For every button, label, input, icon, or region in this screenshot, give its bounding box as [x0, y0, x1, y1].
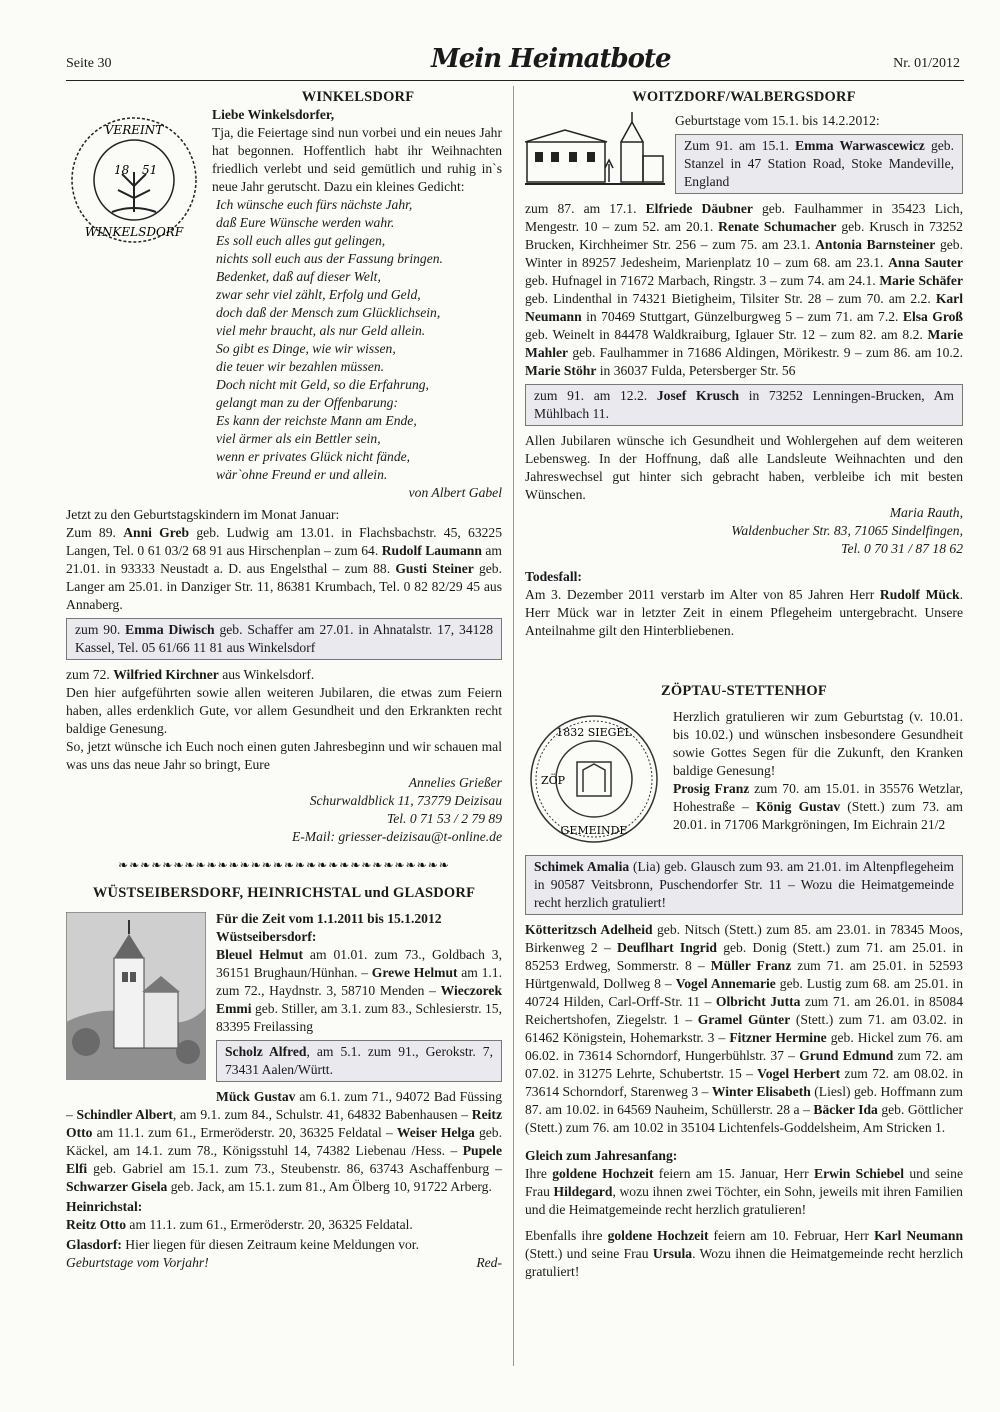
column-divider — [513, 86, 514, 1366]
highlight-box-diwisch: zum 90. Emma Diwisch geb. Schaffer am 27.01. in Ahnatalstr. 17, 34128 Kassel, Tel. 05 61/66 11 81 aus Winkelsdorf — [66, 618, 502, 660]
signature-name: Annelies Grießer — [408, 775, 502, 790]
sub-heading-wuestseibersdorf: Wüstseibersdorf: — [216, 929, 317, 944]
sub-heading-heinrichstal: Heinrichstal: — [66, 1199, 143, 1214]
winkelsdorf-closing: Den hier aufgeführten sowie allen weiteren Jubilaren, die etwas zum Feiern haben, alles erdenklich Gute, vor allem Gesundheit und den Erkrankten recht baldige Genesung. — [66, 685, 502, 736]
highlight-box-krusch: zum 91. am 12.2. Josef Krusch in 73252 Lenningen-Brucken, Am Mühlbach 11. — [525, 384, 963, 426]
section-heading-zoeptau: ZÖPTAU-STETTENHOF — [661, 683, 827, 699]
poem-line: wenn er privates Glück nicht fände, — [216, 449, 411, 464]
period-heading: Für die Zeit vom 1.1.2011 bis 15.1.2012 — [216, 911, 442, 926]
signature-email: E-Mail: griesser-deizisau@t-online.de — [291, 829, 502, 844]
signature-phone: Tel. 0 70 31 / 87 18 62 — [841, 541, 963, 556]
village-drawing-icon — [525, 112, 665, 188]
signature-phone: Tel. 0 71 53 / 2 79 89 — [386, 811, 502, 826]
zoeptau-sub-heading: Gleich zum Jahresanfang: — [525, 1148, 678, 1163]
masthead-logo: Mein Heimatbote — [431, 44, 671, 74]
poem-line: viel ärmer als ein Bettler sein, — [216, 431, 381, 446]
signature-block — [66, 774, 502, 846]
svg-text:VEREINT: VEREINT — [104, 123, 164, 137]
glasdorf-note: Glasdorf: Hier liegen für diesen Zeitraum keine Meldungen vor. — [66, 1237, 419, 1252]
svg-text:51: 51 — [142, 163, 158, 177]
winkelsdorf-greeting: Liebe Winkelsdorfer, — [212, 107, 335, 122]
death-notice: Am 3. Dezember 2011 verstarb im Alter von 85 Jahren Herr Rudolf Mück. Herr Mück war in letzter Zeit in einem Pflegeheim untergebracht. Unsere Anteilnahme gilt den Hinterbliebenen. — [525, 587, 963, 638]
zoeptau-intro: Herzlich gratulieren wir zum Geburtstag (v. 10.01. bis 10.02.) und wünschen insbesondere Gesundheit sowie Gottes Segen für die Zukunft, den Kranken baldige Genesung! — [673, 709, 963, 778]
birthday-list-wuest-2: Mück Gustav am 6.1. zum 71., 94072 Bad Füssing – Schindler Albert, am 9.1. zum 84., Schulstr. 41, 64832 Babenhausen – Reitz Otto am 11.1. zum 61., Ermeröderstr. 20, 36325 Feldatal – Weiser Helga geb. Käckel, am 14.1. zum 78., Königsstuhl 14, 74382 Liebenau /Hess. – Pupele Elfi geb. Gabriel am 15.1. zum 73., Steubenstr. 86, 63743 Aschaffenburg – Schwarzer Gisela geb. Jack, am 15.1. zum 81., Am Ölberg 10, 91722 Arberg. — [66, 1089, 502, 1194]
header-rule — [66, 80, 964, 81]
poem — [216, 196, 502, 484]
poem-line: daß Eure Wünsche werden wahr. — [216, 215, 395, 230]
village-drawing — [525, 112, 665, 193]
highlight-box-schimek: Schimek Amalia (Lia) geb. Glausch zum 93. am 21.01. im Altenpflegeheim in 90587 Veitsbronn, Puschendorfer Str. 11 – Wozu die Heimatgemeinde recht herzlich gratuliert! — [525, 855, 963, 915]
church-photo-icon — [66, 912, 206, 1080]
period-woitzdorf: Geburtstage vom 15.1. bis 14.2.2012: — [675, 113, 880, 128]
signature-address: Waldenbucher Str. 83, 71065 Sindelfingen, — [731, 523, 963, 538]
poem-line: nichts soll euch aus der Fassung bringen. — [216, 251, 443, 266]
poem-line: Es kann der reichste Mann am Ende, — [216, 413, 417, 428]
poem-line: viel mehr braucht, als nur Geld allein. — [216, 323, 426, 338]
svg-text:GEMEINDE: GEMEINDE — [560, 824, 628, 837]
death-heading: Todesfall: — [525, 569, 582, 584]
svg-text:1832 SIEGEL: 1832 SIEGEL — [556, 726, 632, 739]
seal-icon — [525, 712, 663, 846]
poem-line: die teuer wir bezahlen müssen. — [216, 359, 385, 374]
section-heading-wuestseibersdorf: WÜSTSEIBERSDORF, HEINRICHSTAL und GLASDORF — [92, 885, 476, 901]
poem-line: Doch nicht mit Geld, so die Erfahrung, — [216, 377, 429, 392]
birthday-list-winkelsdorf: Zum 89. Anni Greb geb. Ludwig am 13.01. in Flachsbachstr. 45, 63225 Langen, Tel. 0 61 03/2 68 91 aus Hirschenplan – zum 64. Rudolf Laumann am 21.01. in 93333 Neustadt a. D. aus Engelsthal – zum 88. Gusti Steiner geb. Langer am 25.01. in Danziger Str. 11, 86381 Krumbach, Tel. 0 82 82/29 45 aus Annaberg. — [66, 525, 503, 612]
poem-line: wär`ohne Freund er und allein. — [216, 467, 388, 482]
poem-line: Es soll euch alles gut gelingen, — [216, 233, 386, 248]
section-heading-winkelsdorf: WINKELSDORF — [301, 89, 415, 105]
section-heading-woitzdorf: WOITZDORF/WALBERGSDORF — [632, 89, 856, 105]
zoeptau-birthdays-1: Prosig Franz zum 70. am 15.01. in 35576 Wetzlar, Hohestraße – König Gustav (Stett.) zum 73. am 20.01. in 71706 Markgröningen, Im Eichrain 21/2 — [673, 781, 963, 832]
page-header — [66, 44, 960, 80]
winkelsdorf-intro: Tja, die Feiertage sind nun vorbei und ein neues Jahr hat begonnen. Hoffentlich habt ihr Weihnachten friedlich verlebt und seid gemütlich und ruhig in`s neue Jahr gerutscht. Dazu ein kleines Gedicht: — [212, 125, 502, 194]
poem-line: So gibt es Dinge, wie wir wissen, — [216, 341, 396, 356]
birthday-list-woitzdorf: zum 87. am 17.1. Elfriede Däubner geb. Faulhammer in 35423 Lich, Mengestr. 10 – zum 52. am 20.1. Renate Schumacher geb. Krusch in 73252 Brucken, Kirchheimer Str. 256 – zum 75. am 23.1. Antonia Barnsteiner geb. Winter in 89257 Jedesheim, Marienplatz 10 – zum 68. am 23.1. Anna Sauter geb. Hufnagel in 71672 Marbach, Ringstr. 3 – zum 74. am 24.1. Marie Schäfer geb. Lindenthal in 74321 Bietigheim, Tilsiter Str. 28 – zum 70. am 2.2. Karl Neumann in 70469 Stuttgart, Günzelburgweg 5 – zum 71. am 7.2. Elsa Groß geb. Weinelt in 84478 Waldkraiburg, Iglauer Str. 12 – zum 82. am 8.2. Marie Mahler geb. Faulhammer in 71686 Aldingen, Mörikestr. 9 – zum 86. am 10.2. Marie Stöhr in 36037 Fulda, Petersberger Str. 56 — [525, 201, 963, 378]
ornament-divider: ❧❧❧❧❧❧❧❧❧❧❧❧❧❧❧❧❧❧❧❧❧❧❧❧❧❧❧❧❧❧ — [118, 858, 450, 872]
poem-author: von Albert Gabel — [408, 485, 502, 500]
winkelsdorf-closing-2: So, jetzt wünsche ich Euch noch einen guten Jahresbeginn und wir schauen mal was uns das neue Jahr so bringt, Eure — [66, 739, 502, 772]
golden-wedding-2: Ebenfalls ihre goldene Hochzeit feiern am 10. Februar, Herr Karl Neumann (Stett.) und seine Frau Ursula. Wozu ihnen die Heimatgemeinde recht herzlich gratuliert! — [525, 1228, 964, 1279]
birthday-list-wuest-1: Bleuel Helmut am 01.01. zum 73., Goldbach 3, 36151 Brughaun/Hünhan. – Grewe Helmut am 1.1. zum 72., Haydnstr. 3, 58710 Menden – Wieczorek Emmi geb. Stiller, am 3.1. zum 83., Schlesierstr. 15, 83395 Freilassing — [216, 947, 502, 1034]
svg-text:18: 18 — [114, 163, 130, 177]
left-column — [66, 88, 502, 1272]
svg-text:WINKELSDORF: WINKELSDORF — [84, 225, 184, 239]
zoeptau-seal — [525, 712, 663, 851]
birthday-kirchner: zum 72. Wilfried Kirchner aus Winkelsdorf. — [66, 667, 315, 682]
right-column — [525, 88, 963, 1281]
glasdorf-last-line: Geburtstage vom Vorjahr! Red- — [66, 1255, 502, 1270]
highlight-box-scholz: Scholz Alfred, am 5.1. zum 91., Gerokstr. 7, 73431 Aalen/Württ. — [216, 1040, 502, 1082]
woitzdorf-wishes: Allen Jubilaren wünsche ich Gesundheit und Wohlergehen auf dem weiteren Lebensweg. In der Hoffnung, daß alle Landsleute Weihnachten und den Jahreswechsel gut hinter sich gebracht haben, verbleibe ich mit besten Wünschen. — [525, 433, 963, 502]
issue-number: Nr. 01/2012 — [893, 56, 960, 71]
signature-name: Maria Rauth, — [889, 505, 963, 520]
poem-line: doch daß der Mensch zum Glücklichsein, — [216, 305, 441, 320]
winkelsdorf-seal — [66, 112, 202, 253]
zoeptau-birthdays-2: Kötteritzsch Adelheid geb. Nitsch (Stett.) zum 85. am 23.01. in 78345 Moos, Birkenweg 2 – Deuflhart Ingrid geb. Donig (Stett.) zum 71. am 25.01. in 85253 Erdweg, Sommerstr. 8 – Müller Franz zum 71. am 25.01. in 52593 Hürtgenwald, Dollweg 8 – Vogel Annemarie geb. Lustig zum 68. am 25.01. in 40724 Hilden, Carl-Orff-Str. 11 – Olbricht Jutta zum 71. am 26.01. in 85084 Reichertshofen, Ziegelstr. 1 – Gramel Günter (Stett.) zum 71. am 03.02. in 61462 Königstein, Hohemarkstr. 3 – Fitzner Hermine geb. Hickel zum 76. am 06.02. in 73614 Schorndorf, Hungerbühlstr. 37 – Grund Edmund zum 72. am 07.02. in 31275 Lehrte, Schubertstr. 15 – Vogel Herbert zum 72. am 08.02. in 73614 Schorndorf, Starenweg 3 – Winter Elisabeth (Liesl) geb. Hoffmann zum 87. am 10.02. in 64569 Nauheim, Schüllerstr. 28 a – Bäcker Ida geb. Göttlicher (Stett.) zum 76. am 10.02 in 35104 Lichtenfels-Goddelsheim, Am Stricken 1. — [525, 922, 963, 1135]
church-photo — [66, 912, 206, 1085]
page-number: Seite 30 — [66, 56, 112, 71]
birthday-intro: Jetzt zu den Geburtstagskindern im Monat Januar: — [66, 507, 340, 522]
svg-text:ZÖP: ZÖP — [541, 774, 566, 787]
poem-line: Bedenket, daß auf dieser Welt, — [216, 269, 381, 284]
signature-block-rauth — [525, 504, 963, 558]
seal-icon — [66, 112, 202, 248]
poem-line: Ich wünsche euch fürs nächste Jahr, — [216, 197, 413, 212]
golden-wedding-1: Ihre goldene Hochzeit feiern am 15. Januar, Herr Erwin Schiebel und seine Frau Hildegard, wozu ihnen zwei Töchter, ein Sohn, jeweils mit ihren Familien und die Heimatgemeinde recht herzlich gratulieren! — [525, 1166, 963, 1217]
highlight-box-warwascewicz: Zum 91. am 15.1. Emma Warwascewicz geb. Stanzel in 47 Station Road, Stoke Mandeville, England — [675, 134, 963, 194]
signature-address: Schurwaldblick 11, 73779 Deizisau — [309, 793, 502, 808]
birthday-heinrichstal: Reitz Otto am 11.1. zum 61., Ermeröderstr. 20, 36325 Feldatal. — [66, 1217, 413, 1232]
poem-line: zwar sehr viel zählt, Erfolg und Geld, — [216, 287, 421, 302]
poem-line: gelangt man zu der Offenbarung: — [216, 395, 398, 410]
